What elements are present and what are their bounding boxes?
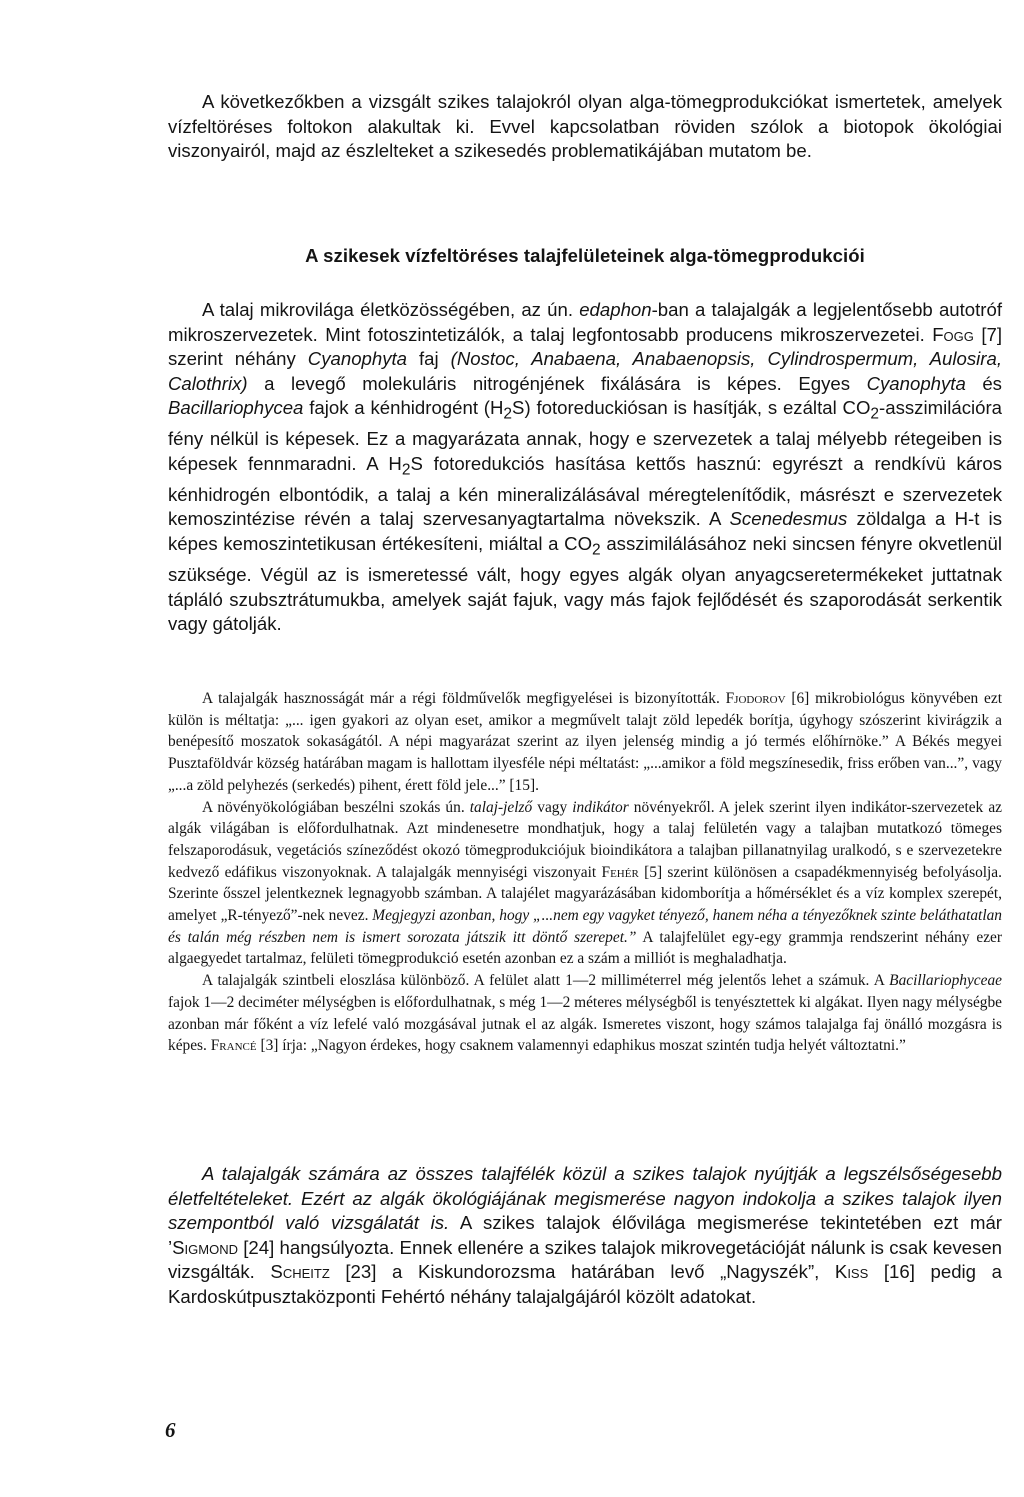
section-title: A szikesek vízfeltöréses talajfelületeinek alga-tömegprodukciói: [305, 245, 865, 266]
main-paragraph: [168, 298, 1002, 637]
intro-text: A következőkben a vizsgált szikes talajokról olyan alga-tömegprodukciókat ismertetek, amelyek vízfeltöréses foltokon alakultak ki. Evvel kapcsolatban röviden szólok a biotopok ökológiai viszonyairól, majd az észlelteket a szikesedés problematikájában mutatom be.: [168, 91, 1002, 162]
closing-text: A talajalgák számára az összes talajfélék közül a szikes talajok nyújtják a legszélsőségesebb életfeltételeket. Ezért az algák ökológiájának megismerése nagyon indokolja a szikes talajok ilyen szempontból való vizsgálatát is. A szikes talajok élővilága megismerése tekintetében ezt már ’Sigmond [24] hangsúlyozta. Ennek ellenére a szikes talajok mikrovegetációját nálunk is csak kevesen vizsgálták. Scheitz [23] a Kiskundorozsma határában levő „Nagyszék”, Kiss [16] pedig a Kardoskútpusztaközponti Fehértó néhány talajalgájáról közölt adatokat.: [168, 1163, 1002, 1307]
small-paragraph-1: A talajalgák hasznosságát már a régi földművelők megfigyelései is bizonyították. Fjodorov [6] mikrobiológus könyvében ezt külön is méltatja: „... igen gyakori az olyan eset, amikor a megművelt talajt zöld lepedék borítja, úgyhogy szószerint kivirágzik a benépesítő moszatok sokaságától. A népi magyarázat szerint az ilyen jelenség mindig a jó termés előhírnöke.” A Békés megyei Pusztaföldvár község határában magam is hallottam ilyesféle népi méltatást: „...amikor a föld megszínesedik, friss erőben van...”, vagy „...a zöld pelyhezés (serkedés) pihent, érett föld jele...” [15].: [168, 690, 1003, 794]
small-paragraph-2: A növényökológiában beszélni szokás ún. talaj-jelző vagy indikátor növényekről. A jelek szerint ilyen indikátor-szervezetek az algák világában is előfordulhatnak. Azt mindenesetre mondhatjuk, hogy a talaj felületén vagy a talajban mutatkozó tömeges felszaporodásuk, vegetációs színeződést okozó tömegprodukciójuk bioindikátora a talajban pillanatnyilag uralkodó, s e szervezetekre kedvező edáfikus viszonyoknak. A talajalgák mennyiségi viszonyait Fehér [5] szerint különösen a csapadékmennyiség befolyásolja. Szerinte ősszel jelentkeznek legnagyobb számban. A talajélet magyarázásában kidomborítja a hőmérséklet és a víz komplex szerepét, amelyet „R-tényező”-nek nevez. Megjegyzi azonban, hogy „...nem egy vagyket tényező, hanem néha a tényezőknek szinte beláthatatlan és talán még részben nem is ismert sorozata játszik itt döntő szerepet.” A talajfelület egy-egy grammja rendszerint néhány ezer algaegyedet tartalmaz, felületi tömegprodukció esetén azonban ez a szám a milliót is meghaladhatja.: [168, 798, 1002, 968]
main-text: A talaj mikrovilága életközösségében, az ún. edaphon-ban a talajalgák a legjelentősebb autotróf mikroszervezetek. Mint fotoszintetizálók, a talaj legfontosabb producens mikroszervezetei. Fogg [7] szerint néhány Cyanophyta faj (Nostoc, Anabaena, Anabaenopsis, Cylindrospermum, Aulosira, Calothrix) a levegő molekuláris nitrogénjének fixálására is képes. Egyes Cyanophyta és Bacillariophycea fajok a kénhidrogént $(H_2S)$ fotoreduckiósan is hasítják, s ezáltal $CO_2$-asszimilációra fény nélkül is képesek. Ez a magyarázata annak, hogy e szervezetek a talaj mélyebb rétegeiben is képesek fennmaradni. A $H_2S$ fotoredukciós hasítása kettős hasznú: egyrészt a rendkívü káros kénhidrogén elbontódik, a talaj a kén mineralizálásával méregtelenítődik, másrészt e szervezetek kemoszintézise révén a talaj szervesanyagtartalma növekszik. A Scenedesmus zöldalga a H-t is képes kemoszintetikusan értékesíteni, miáltal a $CO_2$ asszimilálásához neki sincsen fényre okvetlenül szüksége. Végül az is ismeretessé vált, hogy egyes algák olyan anyagcseretermékeket juttatnak tápláló szubsztrátumukba, amelyek saját fajuk, vagy más fajok fejlődését és szaporodását serkentik vagy gátolják.: [168, 299, 1003, 635]
closing-paragraph: [168, 1162, 1002, 1309]
intro-paragraph: [168, 90, 1002, 164]
small-print-section: [168, 688, 1002, 1057]
page-number: 6: [165, 1418, 176, 1442]
small-paragraph-3: A talajalgák szintbeli eloszlása különböző. A felület alatt 1—2 milliméterrel még jelentős lehet a számuk. A Bacillariophyceae fajok 1—2 deciméter mélységben is előfordulhatnak, s még 1—2 méteres mélységből is tenyésztettek ki algákat. Ilyen nagy mélységbe azonban már főként a víz lefelé való mozgásával jutnak el az algák. Ismeretes viszont, hogy számos talajalga faj önálló mozgásra is képes. Francé [3] írja: „Nagyon érdekes, hogy csaknem valamennyi edaphikus moszat szintén tudja helyét változtatni.”: [168, 972, 1002, 1055]
